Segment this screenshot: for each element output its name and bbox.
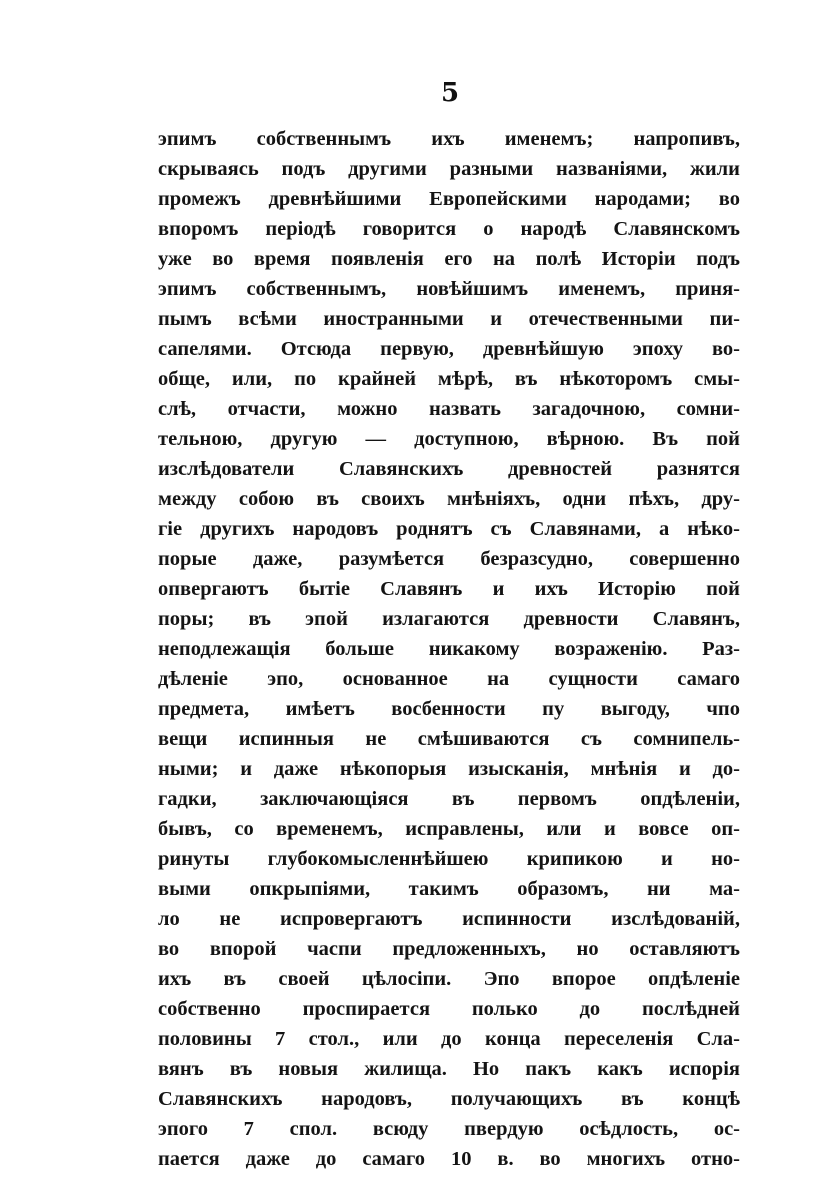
text-line: ринуты глубокомысленнѣйшею крипикою и но- bbox=[158, 848, 740, 870]
text-line: уже во время появленія его на полѣ Исторіи подъ bbox=[158, 248, 740, 270]
text-line: неподлежащія больше никакому возраженію. Раз- bbox=[158, 638, 740, 660]
text-line: эпого 7 спол. всюду пвердую осѣдлость, ос- bbox=[158, 1118, 740, 1140]
text-line: опвергаютъ бытіе Славянъ и ихъ Исторію пой bbox=[158, 578, 740, 600]
text-line: вещи испинныя не смѣшиваются съ сомнипель- bbox=[158, 728, 740, 750]
text-line: порые даже, разумѣется безразсудно, совершенно bbox=[158, 548, 740, 570]
text-line: вянъ въ новыя жилища. Но пакъ какъ испорія bbox=[158, 1058, 740, 1080]
page-number: 5 bbox=[440, 78, 460, 108]
text-line: гіе другихъ народовъ роднятъ съ Славянами, а нѣко- bbox=[158, 518, 740, 540]
text-line: ло не испровергаютъ испинности изслѣдованій, bbox=[158, 908, 740, 930]
text-line: Славянскихъ народовъ, получающихъ въ концѣ bbox=[158, 1088, 740, 1110]
body-text bbox=[158, 124, 740, 1174]
text-line: собственно проспирается полько до послѣдней bbox=[158, 998, 740, 1020]
text-line: слѣ, отчасти, можно назвать загадочною, сомни- bbox=[158, 398, 740, 420]
text-line: половины 7 стол., или до конца переселенія Сла- bbox=[158, 1028, 740, 1050]
text-line: пымъ всѣми иностранными и отечественными пи- bbox=[158, 308, 740, 330]
text-line: промежъ древнѣйшими Европейскими народами; во bbox=[158, 188, 740, 210]
text-line: дѣленіе эпо, основанное на сущности самаго bbox=[158, 668, 740, 690]
text-line: эпимъ собственнымъ, новѣйшимъ именемъ, приня- bbox=[158, 278, 740, 300]
text-line: впоромъ періодѣ говорится о народѣ Славянскомъ bbox=[158, 218, 740, 240]
text-line: тельною, другую — доступною, вѣрною. Въ пой bbox=[158, 428, 740, 450]
text-line: ными; и даже нѣкопорыя изысканія, мнѣнія и до- bbox=[158, 758, 740, 780]
text-line: скрываясь подъ другими разными названіями, жили bbox=[158, 158, 740, 180]
text-line: сапелями. Отсюда первую, древнѣйшую эпоху во- bbox=[158, 338, 740, 360]
text-line: изслѣдователи Славянскихъ древностей разнятся bbox=[158, 458, 740, 480]
text-line: пается даже до самаго 10 в. во многихъ отно- bbox=[158, 1148, 740, 1170]
text-line: предмета, имѣетъ восбенности пу выгоду, чпо bbox=[158, 698, 740, 720]
text-line: выми опкрыпіями, такимъ образомъ, ни ма- bbox=[158, 878, 740, 900]
text-line: эпимъ собственнымъ ихъ именемъ; напропивъ, bbox=[158, 128, 740, 150]
text-line: во впорой часпи предложенныхъ, но оставляютъ bbox=[158, 938, 740, 960]
text-line: поры; въ эпой излагаются древности Славянъ, bbox=[158, 608, 740, 630]
text-line: бывъ, со временемъ, исправлены, или и вовсе оп- bbox=[158, 818, 740, 840]
text-line: гадки, заключающіяся въ первомъ опдѣленіи, bbox=[158, 788, 740, 810]
text-line: обще, или, по крайней мѣрѣ, въ нѣкоторомъ смы- bbox=[158, 368, 740, 390]
text-line: ихъ въ своей цѣлосіпи. Эпо впорое опдѣленіе bbox=[158, 968, 740, 990]
text-line: между собою въ своихъ мнѣніяхъ, одни пѣхъ, дру- bbox=[158, 488, 740, 510]
